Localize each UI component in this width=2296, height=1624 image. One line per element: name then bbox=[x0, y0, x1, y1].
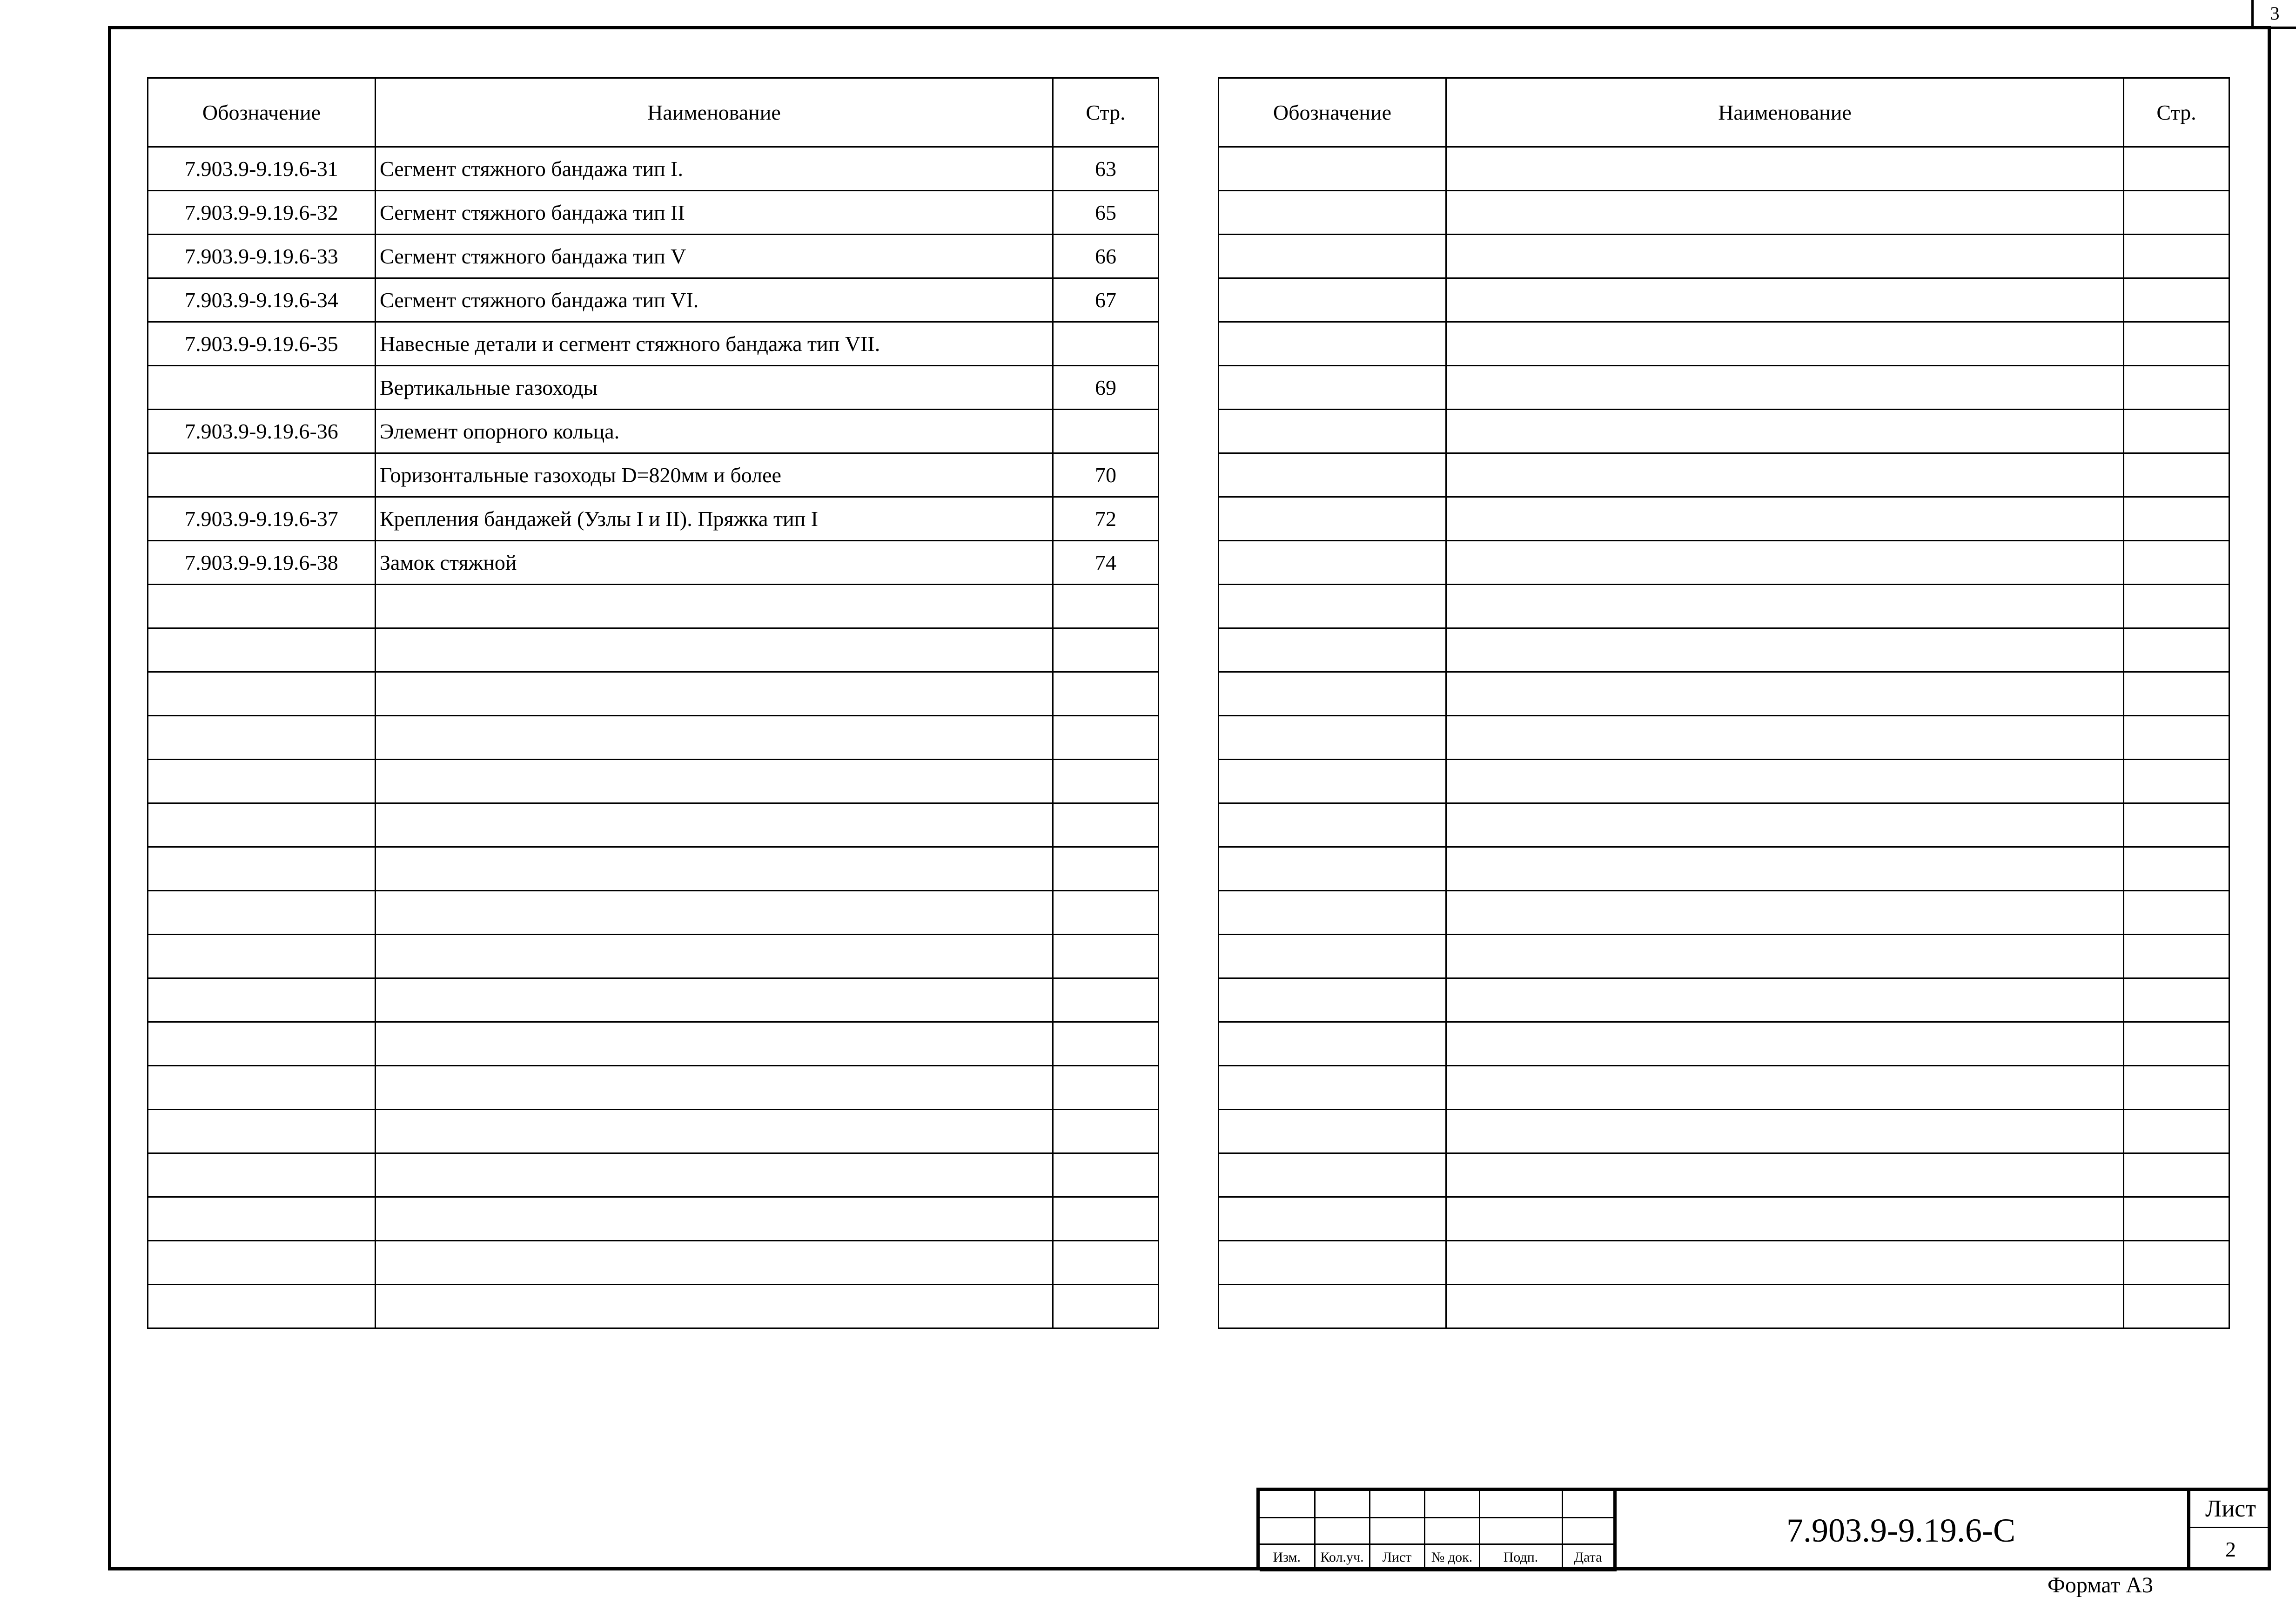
left-spec-table bbox=[147, 77, 1159, 1329]
code-cell bbox=[1219, 1241, 1446, 1285]
table-row bbox=[1219, 847, 2229, 891]
table-row bbox=[148, 235, 1159, 278]
code-cell bbox=[1219, 1066, 1446, 1110]
page-cell bbox=[2124, 1022, 2229, 1066]
page-cell bbox=[1053, 716, 1159, 760]
name-cell bbox=[376, 1197, 1053, 1241]
code-cell bbox=[148, 672, 376, 716]
code-cell bbox=[1219, 585, 1446, 628]
name-cell bbox=[1446, 585, 2124, 628]
name-cell bbox=[376, 585, 1053, 628]
page-cell bbox=[2124, 803, 2229, 847]
name-cell bbox=[1446, 935, 2124, 978]
page-cell bbox=[2124, 760, 2229, 803]
label-izm: Изм. bbox=[1260, 1544, 1315, 1570]
table-row bbox=[148, 1285, 1159, 1328]
table-row bbox=[1219, 978, 2229, 1022]
code-cell bbox=[148, 1066, 376, 1110]
code-cell bbox=[1219, 760, 1446, 803]
name-cell bbox=[376, 628, 1053, 672]
name-cell bbox=[376, 1022, 1053, 1066]
name-cell: Замок стяжной bbox=[376, 541, 1053, 585]
name-cell bbox=[1446, 1110, 2124, 1153]
name-cell: Горизонтальные газоходы D=820мм и более bbox=[376, 453, 1053, 497]
name-cell: Крепления бандажей (Узлы I и II). Пряжка тип I bbox=[376, 497, 1053, 541]
name-cell bbox=[1446, 1022, 2124, 1066]
table-row bbox=[1219, 760, 2229, 803]
page-cell: 69 bbox=[1053, 366, 1159, 410]
page-cell bbox=[2124, 1110, 2229, 1153]
page-cell bbox=[2124, 147, 2229, 191]
code-cell bbox=[148, 978, 376, 1022]
table-row bbox=[1219, 1241, 2229, 1285]
code-cell bbox=[1219, 278, 1446, 322]
page-cell bbox=[1053, 585, 1159, 628]
name-cell bbox=[1446, 191, 2124, 235]
table-row bbox=[1219, 585, 2229, 628]
table-row bbox=[148, 497, 1159, 541]
page-cell bbox=[2124, 322, 2229, 366]
code-cell bbox=[148, 1110, 376, 1153]
name-cell bbox=[1446, 322, 2124, 366]
table-row bbox=[1219, 235, 2229, 278]
name-cell bbox=[376, 978, 1053, 1022]
page-cell bbox=[2124, 1285, 2229, 1328]
name-cell bbox=[376, 847, 1053, 891]
name-cell: Сегмент стяжного бандажа тип I. bbox=[376, 147, 1053, 191]
page-cell bbox=[2124, 410, 2229, 453]
name-cell bbox=[376, 760, 1053, 803]
code-cell: 7.903.9-9.19.6-34 bbox=[148, 278, 376, 322]
name-cell: Вертикальные газоходы bbox=[376, 366, 1053, 410]
page-cell bbox=[1053, 760, 1159, 803]
code-cell bbox=[1219, 1022, 1446, 1066]
page-cell bbox=[1053, 935, 1159, 978]
code-cell: 7.903.9-9.19.6-37 bbox=[148, 497, 376, 541]
right-spec-table bbox=[1218, 77, 2230, 1329]
sheet-number: 2 bbox=[2225, 1537, 2236, 1561]
name-cell bbox=[376, 891, 1053, 935]
table-row bbox=[1219, 1197, 2229, 1241]
table-row bbox=[1219, 716, 2229, 760]
name-cell bbox=[1446, 672, 2124, 716]
name-cell bbox=[1446, 978, 2124, 1022]
name-cell bbox=[1446, 147, 2124, 191]
table-row bbox=[148, 278, 1159, 322]
table-row bbox=[148, 1110, 1159, 1153]
name-cell: Сегмент стяжного бандажа тип II bbox=[376, 191, 1053, 235]
table-row bbox=[148, 366, 1159, 410]
label-doc-no: № док. bbox=[1424, 1544, 1479, 1570]
table-row bbox=[148, 410, 1159, 453]
code-cell bbox=[1219, 453, 1446, 497]
page-cell bbox=[1053, 1285, 1159, 1328]
code-cell bbox=[148, 1153, 376, 1197]
label-list: Лист bbox=[1370, 1544, 1424, 1570]
code-cell bbox=[1219, 672, 1446, 716]
page-cell: 70 bbox=[1053, 453, 1159, 497]
code-cell bbox=[1219, 1285, 1446, 1328]
name-cell bbox=[376, 1153, 1053, 1197]
table-row bbox=[1219, 672, 2229, 716]
page-cell bbox=[2124, 235, 2229, 278]
table-row bbox=[148, 1022, 1159, 1066]
code-cell bbox=[1219, 322, 1446, 366]
table-row bbox=[1219, 891, 2229, 935]
page-cell bbox=[1053, 978, 1159, 1022]
page-cell bbox=[2124, 1066, 2229, 1110]
code-cell bbox=[148, 1022, 376, 1066]
name-cell bbox=[1446, 891, 2124, 935]
code-cell bbox=[148, 760, 376, 803]
header-name: Наименование bbox=[1446, 78, 2124, 147]
page-cell: 65 bbox=[1053, 191, 1159, 235]
code-cell bbox=[148, 847, 376, 891]
table-row bbox=[148, 847, 1159, 891]
header-code: Обозначение bbox=[1219, 78, 1446, 147]
page-cell bbox=[1053, 672, 1159, 716]
code-cell bbox=[148, 1285, 376, 1328]
page-cell bbox=[2124, 628, 2229, 672]
code-cell bbox=[1219, 1110, 1446, 1153]
page-cell bbox=[2124, 453, 2229, 497]
name-cell bbox=[1446, 716, 2124, 760]
code-cell bbox=[1219, 497, 1446, 541]
name-cell bbox=[376, 803, 1053, 847]
name-cell bbox=[1446, 628, 2124, 672]
name-cell bbox=[376, 716, 1053, 760]
table-row bbox=[1219, 147, 2229, 191]
code-cell bbox=[1219, 191, 1446, 235]
page-cell: 74 bbox=[1053, 541, 1159, 585]
code-cell bbox=[1219, 628, 1446, 672]
page-cell bbox=[2124, 935, 2229, 978]
code-cell: 7.903.9-9.19.6-33 bbox=[148, 235, 376, 278]
code-cell bbox=[1219, 1153, 1446, 1197]
table-row bbox=[1219, 1285, 2229, 1328]
sheet-box bbox=[2187, 1491, 2271, 1570]
page-cell bbox=[2124, 1241, 2229, 1285]
code-cell bbox=[148, 585, 376, 628]
page-cell bbox=[1053, 1197, 1159, 1241]
page-cell bbox=[1053, 1022, 1159, 1066]
table-row bbox=[1219, 278, 2229, 322]
table-row bbox=[1219, 803, 2229, 847]
name-cell bbox=[376, 1241, 1053, 1285]
code-cell bbox=[148, 366, 376, 410]
page-cell bbox=[2124, 891, 2229, 935]
code-cell bbox=[1219, 935, 1446, 978]
page-number: 3 bbox=[2251, 0, 2296, 29]
name-cell: Сегмент стяжного бандажа тип VI. bbox=[376, 278, 1053, 322]
code-cell bbox=[1219, 891, 1446, 935]
table-row bbox=[148, 716, 1159, 760]
page-cell bbox=[2124, 191, 2229, 235]
table-row bbox=[148, 147, 1159, 191]
name-cell bbox=[1446, 1153, 2124, 1197]
page-cell bbox=[1053, 1241, 1159, 1285]
page-cell: 63 bbox=[1053, 147, 1159, 191]
code-cell bbox=[1219, 410, 1446, 453]
name-cell bbox=[1446, 235, 2124, 278]
page-cell bbox=[2124, 1153, 2229, 1197]
code-cell bbox=[148, 1241, 376, 1285]
table-row bbox=[1219, 410, 2229, 453]
code-cell bbox=[1219, 716, 1446, 760]
name-cell bbox=[1446, 410, 2124, 453]
revision-grid bbox=[1260, 1491, 1617, 1571]
page-cell bbox=[1053, 891, 1159, 935]
header-page: Стр. bbox=[2124, 78, 2229, 147]
page-cell: 72 bbox=[1053, 497, 1159, 541]
code-cell bbox=[1219, 803, 1446, 847]
code-cell bbox=[1219, 147, 1446, 191]
name-cell bbox=[1446, 541, 2124, 585]
page-cell bbox=[1053, 410, 1159, 453]
code-cell: 7.903.9-9.19.6-38 bbox=[148, 541, 376, 585]
page-cell bbox=[1053, 1153, 1159, 1197]
table-row bbox=[148, 891, 1159, 935]
page-cell bbox=[1053, 322, 1159, 366]
code-cell bbox=[1219, 847, 1446, 891]
table-row bbox=[148, 1241, 1159, 1285]
code-cell bbox=[148, 628, 376, 672]
code-cell bbox=[148, 1197, 376, 1241]
code-cell bbox=[1219, 235, 1446, 278]
table-row bbox=[148, 322, 1159, 366]
code-cell bbox=[1219, 978, 1446, 1022]
name-cell bbox=[376, 672, 1053, 716]
code-cell bbox=[148, 891, 376, 935]
name-cell bbox=[376, 1285, 1053, 1328]
page-cell bbox=[2124, 278, 2229, 322]
name-cell bbox=[1446, 803, 2124, 847]
table-row bbox=[1219, 1066, 2229, 1110]
page-cell bbox=[1053, 1110, 1159, 1153]
page-cell: 66 bbox=[1053, 235, 1159, 278]
page-cell bbox=[2124, 497, 2229, 541]
name-cell bbox=[1446, 1285, 2124, 1328]
table-row bbox=[148, 585, 1159, 628]
header-code: Обозначение bbox=[148, 78, 376, 147]
page-cell bbox=[2124, 847, 2229, 891]
title-block bbox=[1256, 1488, 2271, 1570]
format-label: Формат А3 bbox=[2048, 1573, 2153, 1597]
label-kol-uch: Кол.уч. bbox=[1315, 1544, 1370, 1570]
document-code: 7.903.9-9.19.6-С bbox=[1786, 1512, 2015, 1549]
table-row bbox=[1219, 628, 2229, 672]
code-cell bbox=[148, 935, 376, 978]
table-row bbox=[148, 453, 1159, 497]
page-cell bbox=[1053, 628, 1159, 672]
page-cell bbox=[1053, 1066, 1159, 1110]
header-row bbox=[148, 78, 1159, 147]
page-cell bbox=[1053, 847, 1159, 891]
table-row bbox=[148, 935, 1159, 978]
table-row bbox=[1219, 935, 2229, 978]
code-cell bbox=[148, 453, 376, 497]
page-cell: 67 bbox=[1053, 278, 1159, 322]
table-row bbox=[148, 628, 1159, 672]
revision-labels-row bbox=[1260, 1544, 1615, 1570]
page-cell bbox=[1053, 803, 1159, 847]
table-row bbox=[1219, 191, 2229, 235]
page-cell bbox=[2124, 672, 2229, 716]
page-cell bbox=[2124, 366, 2229, 410]
name-cell bbox=[1446, 1241, 2124, 1285]
name-cell bbox=[1446, 453, 2124, 497]
table-row bbox=[148, 1153, 1159, 1197]
code-cell bbox=[1219, 541, 1446, 585]
name-cell bbox=[1446, 278, 2124, 322]
page-cell bbox=[2124, 585, 2229, 628]
table-row bbox=[148, 1066, 1159, 1110]
page-cell bbox=[2124, 541, 2229, 585]
code-cell: 7.903.9-9.19.6-32 bbox=[148, 191, 376, 235]
table-row bbox=[1219, 1153, 2229, 1197]
name-cell bbox=[1446, 847, 2124, 891]
name-cell bbox=[1446, 1197, 2124, 1241]
header-row bbox=[1219, 78, 2229, 147]
header-page: Стр. bbox=[1053, 78, 1159, 147]
name-cell: Сегмент стяжного бандажа тип V bbox=[376, 235, 1053, 278]
name-cell bbox=[376, 1110, 1053, 1153]
code-cell bbox=[1219, 1197, 1446, 1241]
code-cell: 7.903.9-9.19.6-35 bbox=[148, 322, 376, 366]
table-row bbox=[148, 760, 1159, 803]
table-row bbox=[148, 978, 1159, 1022]
table-row bbox=[1219, 453, 2229, 497]
table-row bbox=[148, 672, 1159, 716]
table-row bbox=[1219, 1110, 2229, 1153]
code-cell bbox=[148, 803, 376, 847]
name-cell bbox=[1446, 760, 2124, 803]
name-cell bbox=[1446, 497, 2124, 541]
table-row bbox=[1219, 366, 2229, 410]
name-cell bbox=[376, 935, 1053, 978]
name-cell: Навесные детали и сегмент стяжного бандажа тип VII. bbox=[376, 322, 1053, 366]
code-cell bbox=[148, 716, 376, 760]
code-cell: 7.903.9-9.19.6-36 bbox=[148, 410, 376, 453]
table-row bbox=[1219, 497, 2229, 541]
table-row bbox=[1219, 322, 2229, 366]
name-cell: Элемент опорного кольца. bbox=[376, 410, 1053, 453]
label-signature: Подп. bbox=[1479, 1544, 1562, 1570]
page-cell bbox=[2124, 978, 2229, 1022]
table-row bbox=[1219, 541, 2229, 585]
table-row bbox=[148, 191, 1159, 235]
table-row bbox=[1219, 1022, 2229, 1066]
page-cell bbox=[2124, 716, 2229, 760]
page-cell bbox=[2124, 1197, 2229, 1241]
table-row bbox=[148, 541, 1159, 585]
code-cell: 7.903.9-9.19.6-31 bbox=[148, 147, 376, 191]
name-cell bbox=[1446, 366, 2124, 410]
code-cell bbox=[1219, 366, 1446, 410]
label-date: Дата bbox=[1562, 1544, 1615, 1570]
sheet-label: Лист bbox=[2190, 1491, 2271, 1528]
name-cell bbox=[376, 1066, 1053, 1110]
name-cell bbox=[1446, 1066, 2124, 1110]
header-name: Наименование bbox=[376, 78, 1053, 147]
table-row bbox=[148, 803, 1159, 847]
table-row bbox=[148, 1197, 1159, 1241]
